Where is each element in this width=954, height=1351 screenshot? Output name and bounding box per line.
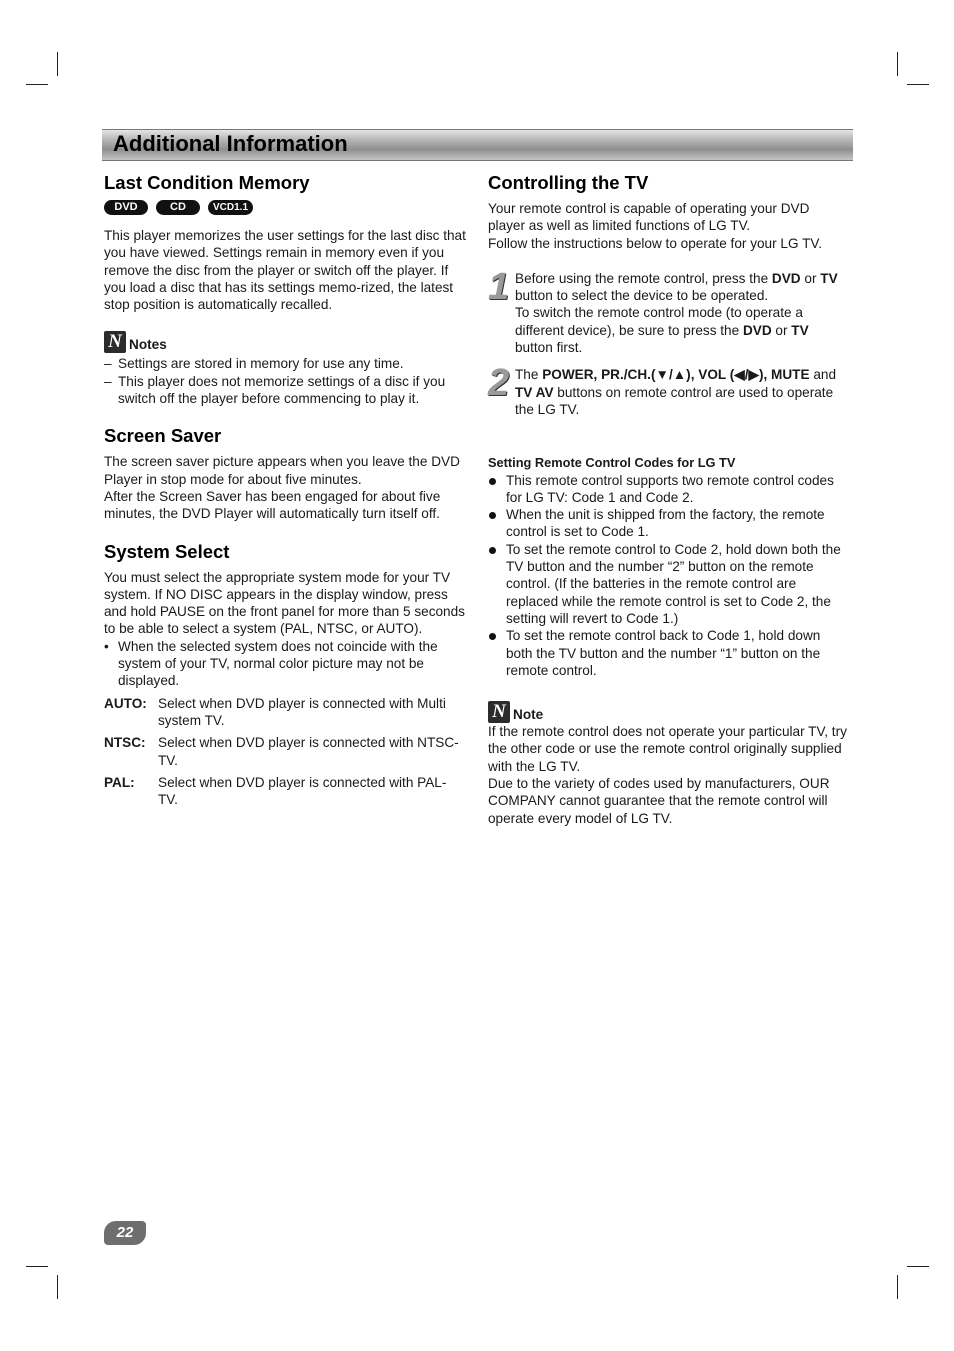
disc-badges: [104, 200, 466, 215]
mode-desc: Select when DVD player is connected with Multi system TV.: [158, 695, 446, 728]
last-condition-body: This player memorizes the user settings for the last disc that you have viewed. Settings remain in memory even if you remove the disc from the player or switch off the player. If you load a disc that has its settings memo-rized, the latest stop position is automatically recalled.: [104, 228, 466, 313]
list-item: • When the selected system does not coincide with the system of your TV, normal color picture may not be displayed.: [104, 638, 466, 690]
system-modes: [104, 695, 466, 809]
crop-mark: [26, 84, 48, 85]
step-2-text: The POWER, PR./CH.(▼/▲), VOL (◀/▶), MUTE and TV AV buttons on remote control are used to operate the LG TV.: [515, 367, 837, 417]
system-select-heading: System Select: [104, 540, 230, 562]
step-1-text-2: To switch the remote control mode (to operate a different device), be sure to press the DVD or TV button first.: [515, 305, 809, 356]
note-icon: N: [104, 331, 126, 353]
mode-row-pal: [104, 774, 466, 809]
list-item: To set the remote control back to Code 1, hold down both the TV button and the number “1” button on the remote control.: [488, 627, 850, 679]
list-item: When the unit is shipped from the factory, the remote control is set to Code 1.: [488, 506, 850, 541]
right-column: [488, 172, 850, 827]
list-item: – Settings are stored in memory for use any time.: [104, 355, 466, 372]
codes-section: [488, 454, 850, 679]
notes-list: [104, 355, 466, 407]
crop-mark: [897, 52, 898, 76]
note-title: Note: [513, 706, 544, 722]
mode-desc: Select when DVD player is connected with NTSC-TV.: [158, 735, 459, 768]
dvd-badge: DVD: [104, 200, 148, 215]
crop-mark: [907, 1266, 929, 1267]
note-p2: Due to the variety of codes used by manufacturers, OUR COMPANY cannot guarantee that the remote control will operate every model of LG TV.: [488, 776, 830, 826]
mode-term: PAL:: [104, 774, 135, 790]
system-select-bullets: [104, 638, 466, 690]
note-icon: N: [488, 701, 510, 723]
controlling-p2: Follow the instructions below to operate for your LG TV.: [488, 235, 822, 251]
left-column: [104, 172, 466, 813]
step-number: 1: [488, 265, 510, 308]
mode-term: NTSC:: [104, 735, 146, 751]
step-1-text: Before using the remote control, press the DVD or TV button to select the device to be operated.: [515, 270, 838, 304]
mode-desc: Select when DVD player is connected with PAL-TV.: [158, 774, 447, 808]
step-number: 2: [488, 362, 510, 405]
screen-saver-p2: After the Screen Saver has been engaged for about five minutes, the DVD Player will automatically turn itself off.: [104, 488, 441, 522]
notes-header: [104, 331, 466, 353]
crop-mark: [907, 84, 929, 85]
list-item: This remote control supports two remote control codes for LG TV: Code 1 and Code 2.: [488, 472, 850, 507]
controlling-p1: Your remote control is capable of operating your DVD player as well as limited functions of LG TV.: [488, 201, 810, 234]
list-item: – This player does not memorize settings of a disc if you switch off the player before commencing to play it.: [104, 373, 466, 408]
title-banner: [102, 129, 853, 161]
screen-saver-heading: Screen Saver: [104, 425, 222, 447]
crop-mark: [897, 1275, 898, 1299]
note-p1: If the remote control does not operate your particular TV, try the other code or use the remote control originally supplied with the LG TV.: [488, 724, 847, 774]
note-header: [488, 701, 850, 723]
codes-heading: Setting Remote Control Codes for LG TV: [488, 455, 736, 471]
mode-row-ntsc: [104, 734, 466, 769]
notes-title: Notes: [129, 337, 167, 353]
screen-saver-section: [104, 425, 466, 522]
crop-mark: [26, 1266, 48, 1267]
vcd-badge: VCD1.1: [208, 200, 253, 215]
controlling-tv-heading: Controlling the TV: [488, 172, 649, 193]
mode-row-auto: [104, 695, 466, 730]
cd-badge: CD: [156, 200, 200, 215]
codes-list: [488, 472, 850, 680]
page-number: 22: [104, 1221, 146, 1245]
crop-mark: [57, 1275, 58, 1299]
last-condition-heading: Last Condition Memory: [104, 172, 310, 193]
page-title: Additional Information: [113, 131, 348, 156]
step-2: [488, 362, 850, 418]
step-1: [488, 265, 850, 356]
mode-term: AUTO:: [104, 695, 147, 711]
screen-saver-p1: The screen saver picture appears when you leave the DVD Player in stop mode for about five minutes.: [104, 454, 460, 487]
system-select-section: [104, 541, 466, 809]
list-item: To set the remote control to Code 2, hold down both the TV button and the number “2” button on the remote control. (If the batteries in the remote control are replaced while the remote control is set to Code 2, the setting will revert to Code 1.): [488, 541, 850, 627]
crop-mark: [57, 52, 58, 76]
system-select-body: You must select the appropriate system mode for your TV system. If NO DISC appears in the display window, press and hold PAUSE on the front panel for more than 5 seconds to be able to select a system (PAL, NTSC, or AUTO).: [104, 569, 465, 637]
